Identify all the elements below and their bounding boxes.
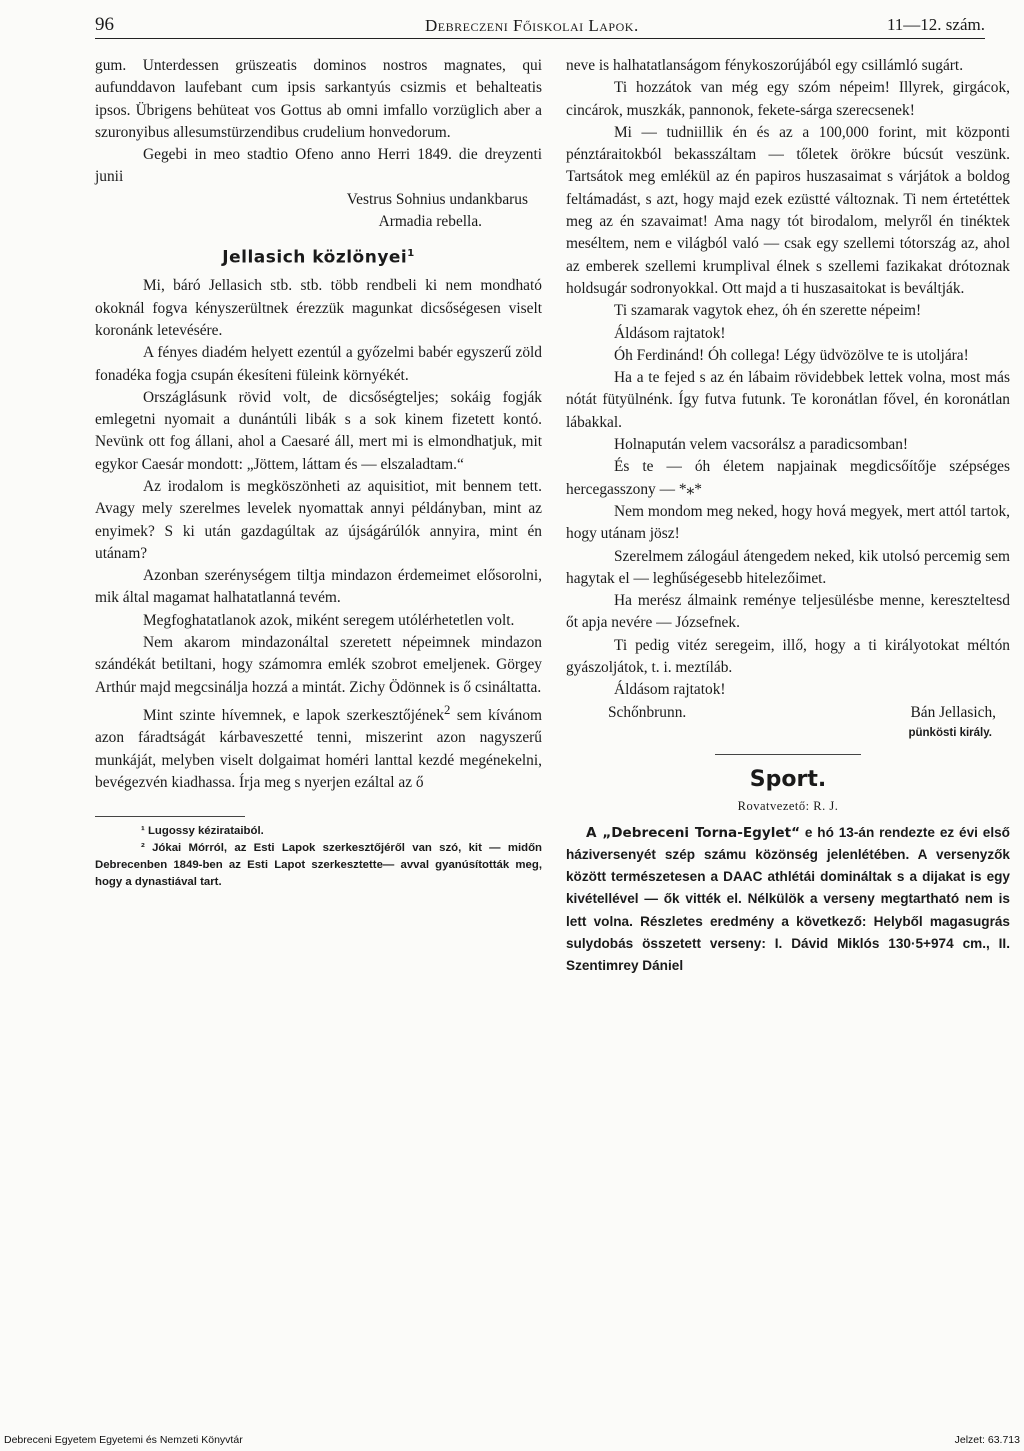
page-number: 96 — [95, 14, 114, 35]
section-title — [95, 243, 542, 269]
paragraph: Ti pedig vitéz seregeim, illő, hogy a ti királyotokat méltón gyászoljátok, t. i. meztíláb. — [566, 636, 1010, 677]
signature-name: Bán Jellasich, — [910, 703, 996, 721]
sport-editor: Rovatvezető: R. J. — [737, 799, 839, 814]
signature-place: Schőnbrunn. — [608, 703, 687, 721]
footnote-1: ¹ Lugossy kézirataiból. — [141, 825, 264, 838]
paragraph: Nem akarom mindazonáltal szeretett népeimnek mindazon szándékát betiltani, hogy számomra emlék szobrot emeljenek. Görgey Arthúr majd megcsinálja hozzá a mintát. Zichy Ödönnek is ő csináltatta. — [95, 634, 542, 696]
sport-lead: A „Debreceni Torna-Egylet“ — [586, 824, 801, 841]
footnote-2: ² Jókai Mórról, az Esti Lapok szerkesztőjéről van szó, kit — midőn Debrecenben 1849-ben az Esti Lapot szerkesztette— avval gyanúsították meg, hogy a dynastiával tart. — [95, 842, 542, 889]
paragraph: Azonban szerénységem tiltja mindazon érdemeimet elősorolni, mik által magamat halhatatlanná tevém. — [95, 567, 542, 607]
paragraph: A fényes diadém helyett ezentúl a győzelmi babér egyszerű zöld fonadéka fogja csupán ékesíteni füleink környékét. — [95, 344, 542, 384]
footnote-ref: 1 — [407, 248, 415, 260]
signature-row — [566, 702, 1010, 724]
paragraph: Ha merész álmaink reménye teljesülésbe menne, kereszteltesd őt apja nevére — Józsefnek. — [566, 592, 1010, 632]
paragraph: Áldásom rajtatok! — [614, 324, 726, 342]
footnote-rule — [95, 816, 245, 823]
sport-paragraph — [566, 822, 1010, 978]
footnote-ref: 2 — [444, 702, 451, 717]
section-divider — [715, 754, 861, 755]
issue-number: 11—12. szám. — [886, 15, 985, 34]
sport-body: e hó 13-án rendezte ez évi első háziversenyét szép számu közönség jelenlétében. A versenyzők között természetesen a DAAC athlétái domináltak s a dijakat is egy kivétellével — ők vitték el. Nélkülök a verseny megtartható nem is lett volna. Részletes eredmény a következő: Helyből magasugrás sulydobás összetett verseny: I. Dávid Miklós 130·5+974 cm., II. Szentimrey Dániel — [566, 824, 1010, 974]
paragraph: És te — óh életem napjainak megdicsőítője szépséges hercegasszony — *⁎* — [566, 458, 1010, 498]
paragraph: gum. Unterdessen grüszeatis dominos nostros magnates, qui aufunddavon laufebant cum ipsis sarkantyús csizmis et behalteatis ipsos. Übrigens behüteat vos Gottus ab omni imfallo vorzüglich aber a szuronyibus allesumstürzendibus crudelium honvedorum. — [95, 57, 542, 141]
paragraph-rest: sem kívánom azon fáradtságát kárbaveszetté tenni, miszerint azon nagyszerű munkáját, melyben viselt dolgaimat homéri lanttal kezdé megénekelni, bevégezvén kiadhassa. Írja meg s nyerjen ezáltal az ő — [95, 707, 542, 791]
paragraph: Ha a te fejed s az én lábaim rövidebbek lettek volna, most más nótát fütyülnénk. Így futva futunk. Te koronátlan fővel, én koronátlan lábakkal. — [566, 369, 1010, 431]
paragraph: Megfoghatatlanok azok, miként seregem utólérhetetlen volt. — [143, 611, 515, 629]
shelfmark-footer: Jelzet: 63.713 — [954, 1434, 1020, 1446]
paragraph-start: Mint szinte hívemnek, e lapok szerkesztőjének — [143, 707, 445, 725]
paragraph: Áldásom rajtatok! — [614, 681, 726, 699]
left-column — [95, 55, 542, 891]
page-header — [95, 8, 985, 39]
signature-line: Vestrus Sohnius undankbarus — [346, 190, 528, 208]
sport-section-title: Sport. — [749, 766, 827, 792]
right-column — [566, 55, 1010, 978]
paragraph: Mi — tudniillik én és az a 100,000 forint, mit központi pénztáraitokból bekasszáltam — tőletek örökre búcsút veszünk. Tartsátok meg emlékül az én papiros huszasaimat s várjátok a boldog feltámadást, s azt, hogy majd ezek ezüstté változnak. Ti nem értetéttek meg az én szavaimat! Ama nagy tót birodalom, melyről én tinéktek meséltem, nem e világból való — csak egy szellemi tótország az, ahol az emberek szellemi krumplival élnek s szellemi fazikakat drótoznak holdsugár sodronyokkal. Ott majd a ti huszasaitokat is beváltják. — [566, 123, 1010, 297]
journal-title: Debreczeni Főiskolai Lapok. — [425, 16, 639, 35]
paragraph: Holnapután velem vacsorálsz a paradicsomban! — [614, 436, 909, 454]
paragraph: Szerelmem zálogául átengedem neked, kik utolsó percemig sem hagytak el — leghűségesebb hitelezőimet. — [566, 547, 1010, 587]
paragraph: Ti szamarak vagytok ehez, óh én szerette népeim! — [614, 302, 922, 320]
paragraph: Mi, báró Jellasich stb. stb. több rendbeli ki nem mondható okoknál fogva kényszerültnek érezzük magunkat dicsőségesen viselt koronánk letevésére. — [95, 277, 542, 339]
paragraph: Nem mondom meg neked, hogy hová megyek, mert attól tartok, hogy utánam jösz! — [566, 502, 1010, 543]
paragraph: Ti hozzátok van még egy szóm népeim! Illyrek, girgácok, cincárok, muszkák, pannonok, fekete-sárga szerecsenek! — [566, 79, 1010, 119]
paragraph — [95, 699, 542, 794]
paragraph: neve is halhatatlanságom fénykoszorújából egy csillámló sugárt. — [566, 57, 964, 74]
paragraph: Országlásunk rövid volt, de dicsőségteljes; sokáig fogják emlegetni nyomait a dunántúli libák s a sok kinem fizetett kontó. Nevünk ott fog állani, ahol a Caesaré áll, mert mi is elmondhatjuk, mit egykor Caesár mondott: „Jöttem, láttam és — elszaladtam.“ — [95, 388, 542, 473]
section-title-text: Jellasich közlönyei — [222, 248, 408, 269]
paragraph: Gegebi in meo stadtio Ofeno anno Herri 1849. die dreyzenti junii — [95, 146, 542, 186]
signature-line: Armadia rebella. — [378, 213, 482, 231]
signature-title: pünkösti király. — [908, 726, 992, 739]
library-footer: Debreceni Egyetem Egyetemi és Nemzeti Könyvtár — [4, 1434, 243, 1446]
paragraph: Óh Ferdinánd! Óh collega! Légy üdvözölve te is utoljára! — [614, 346, 969, 364]
paragraph: Az irodalom is megköszönheti az aquisitiot, mit bennem tett. Avagy mely szerelmes levelek nyomattak annyi példányban, mint az enyimek? S ki után gazdagúltak az újságárúlók annyira, mint én utánam? — [95, 478, 542, 562]
